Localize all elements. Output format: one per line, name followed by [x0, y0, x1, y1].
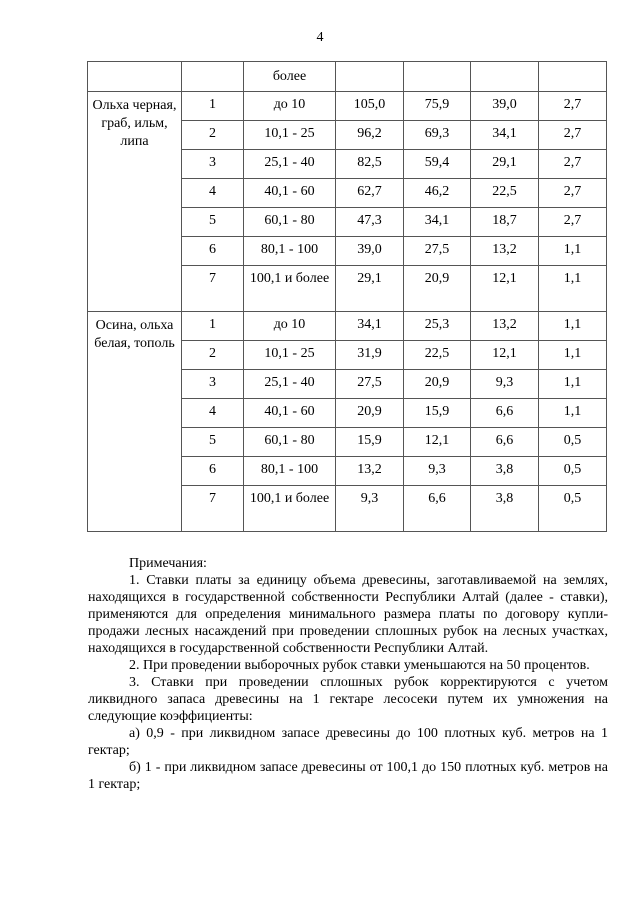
- table-cell: 3: [182, 370, 244, 399]
- table-cell: 80,1 - 100: [244, 457, 336, 486]
- table-cell: 3,8: [471, 486, 539, 532]
- table-cell: 2,7: [539, 121, 607, 150]
- table-cell: 0,5: [539, 457, 607, 486]
- rates-table-body: [88, 62, 607, 532]
- table-cell: 1,1: [539, 266, 607, 312]
- table-cell: 15,9: [404, 399, 471, 428]
- table-cell: 9,3: [471, 370, 539, 399]
- rates-table: [87, 61, 607, 532]
- notes-heading: Примечания:: [129, 556, 207, 571]
- table-cell: 18,7: [471, 208, 539, 237]
- species-cell: Осина, ольха белая, тополь: [88, 312, 182, 532]
- table-cell: 80,1 - 100: [244, 237, 336, 266]
- table-cell: 2,7: [539, 92, 607, 121]
- table-cell: 13,2: [471, 237, 539, 266]
- table-cell: 20,9: [404, 266, 471, 312]
- table-cell: 34,1: [404, 208, 471, 237]
- table-cell: 4: [182, 399, 244, 428]
- page-number: 4: [316, 30, 324, 45]
- table-cell: 6: [182, 457, 244, 486]
- table-cell: 105,0: [336, 92, 404, 121]
- table-cell: 100,1 и более: [244, 266, 336, 312]
- table-cell: 22,5: [404, 341, 471, 370]
- table-cell: 29,1: [471, 150, 539, 179]
- table-cell: 22,5: [471, 179, 539, 208]
- table-cell: 34,1: [336, 312, 404, 341]
- table-cell: [88, 62, 182, 92]
- table-cell: 69,3: [404, 121, 471, 150]
- table-cell: 25,3: [404, 312, 471, 341]
- table-cell: 31,9: [336, 341, 404, 370]
- table-cell: до 10: [244, 312, 336, 341]
- table-cell: [182, 62, 244, 92]
- note-paragraph: 3. Ставки при проведении сплошных рубок корректируются с учетом ликвидного запаса древесины на 1 гектаре лесосеки путем их умножения на следующие коэффициенты:: [88, 675, 608, 724]
- table-cell: 3,8: [471, 457, 539, 486]
- table-cell: [336, 62, 404, 92]
- table-cell: 59,4: [404, 150, 471, 179]
- table-cell: 47,3: [336, 208, 404, 237]
- table-cell: 60,1 - 80: [244, 208, 336, 237]
- note-paragraph: 1. Ставки платы за единицу объема древесины, заготавливаемой на землях, находящихся в государственной собственности Республики Алтай (далее - ставки), применяются для определения минимального размера платы по договору купли-продажи лесных насаждений при проведении сплошных рубок на лесных участках, находящихся в государственной собственности Республики Алтай.: [88, 573, 608, 656]
- table-cell: 60,1 - 80: [244, 428, 336, 457]
- table-cell: 13,2: [336, 457, 404, 486]
- table-cell: 20,9: [404, 370, 471, 399]
- table-cell: 25,1 - 40: [244, 370, 336, 399]
- note-paragraph: б) 1 - при ликвидном запасе древесины от 100,1 до 150 плотных куб. метров на 1 гектар;: [88, 760, 608, 792]
- table-cell: 9,3: [336, 486, 404, 532]
- species-cell: Ольха черная, граб, ильм, липа: [88, 92, 182, 312]
- table-cell: 5: [182, 208, 244, 237]
- table-cell: 1,1: [539, 370, 607, 399]
- table-cell: 7: [182, 486, 244, 532]
- table-cell: 15,9: [336, 428, 404, 457]
- table-cell: [539, 62, 607, 92]
- table-cell: 75,9: [404, 92, 471, 121]
- table-cell: 27,5: [404, 237, 471, 266]
- table-cell: [404, 62, 471, 92]
- table-cell: 5: [182, 428, 244, 457]
- table-cell: 39,0: [336, 237, 404, 266]
- table-row: [88, 92, 607, 121]
- table-cell: 13,2: [471, 312, 539, 341]
- table-cell: 2,7: [539, 150, 607, 179]
- table-cell: 6,6: [404, 486, 471, 532]
- note-paragraph: а) 0,9 - при ликвидном запасе древесины до 100 плотных куб. метров на 1 гектар;: [88, 726, 608, 758]
- table-cell: 27,5: [336, 370, 404, 399]
- table-cell: 7: [182, 266, 244, 312]
- notes-section: [88, 555, 608, 793]
- table-cell: 40,1 - 60: [244, 399, 336, 428]
- table-cell: 29,1: [336, 266, 404, 312]
- table-cell: 100,1 и более: [244, 486, 336, 532]
- table-row: [88, 312, 607, 341]
- table-cell: 82,5: [336, 150, 404, 179]
- table-cell: 12,1: [471, 341, 539, 370]
- table-cell: 40,1 - 60: [244, 179, 336, 208]
- table-cell: 62,7: [336, 179, 404, 208]
- table-cell: более: [244, 62, 336, 92]
- table-cell: 9,3: [404, 457, 471, 486]
- table-cell: 12,1: [471, 266, 539, 312]
- table-cell: 1,1: [539, 237, 607, 266]
- table-cell: 4: [182, 179, 244, 208]
- table-cell: 6,6: [471, 399, 539, 428]
- table-cell: 0,5: [539, 486, 607, 532]
- table-cell: 25,1 - 40: [244, 150, 336, 179]
- table-cell: 3: [182, 150, 244, 179]
- table-cell: 12,1: [404, 428, 471, 457]
- table-cell: 1: [182, 92, 244, 121]
- table-cell: 1,1: [539, 312, 607, 341]
- table-cell: 2: [182, 341, 244, 370]
- table-cell: 1,1: [539, 399, 607, 428]
- note-paragraph: 2. При проведении выборочных рубок ставки уменьшаются на 50 процентов.: [129, 658, 590, 673]
- table-cell: 6,6: [471, 428, 539, 457]
- table-cell: 2,7: [539, 179, 607, 208]
- table-cell: 34,1: [471, 121, 539, 150]
- table-cell: 96,2: [336, 121, 404, 150]
- table-cell: 6: [182, 237, 244, 266]
- table-row: [88, 62, 607, 92]
- table-cell: [471, 62, 539, 92]
- table-cell: 1,1: [539, 341, 607, 370]
- table-cell: 20,9: [336, 399, 404, 428]
- table-cell: 1: [182, 312, 244, 341]
- table-cell: 2,7: [539, 208, 607, 237]
- table-cell: 10,1 - 25: [244, 121, 336, 150]
- table-cell: 0,5: [539, 428, 607, 457]
- table-cell: 39,0: [471, 92, 539, 121]
- table-cell: 2: [182, 121, 244, 150]
- table-cell: 10,1 - 25: [244, 341, 336, 370]
- table-cell: 46,2: [404, 179, 471, 208]
- table-cell: до 10: [244, 92, 336, 121]
